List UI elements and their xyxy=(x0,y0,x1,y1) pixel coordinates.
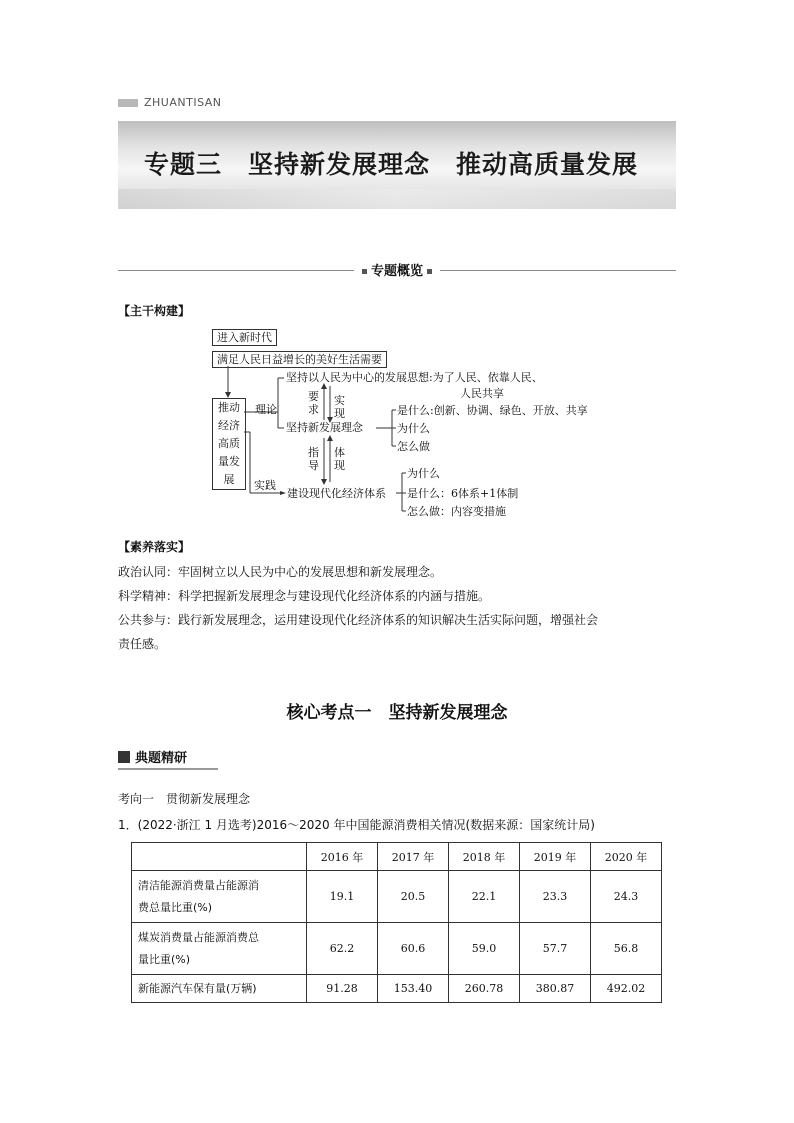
center-char: 展 xyxy=(223,473,235,486)
table-cell: 380.87 xyxy=(520,975,591,1003)
table-cell: 19.1 xyxy=(307,871,378,923)
table-cell: 23.3 xyxy=(520,871,591,923)
table-cell: 62.2 xyxy=(307,923,378,975)
table-header-cell: 2018 年 xyxy=(449,843,520,871)
center-char: 经济 xyxy=(218,419,240,432)
square-icon xyxy=(118,751,130,763)
table-row xyxy=(132,871,662,923)
system-how: 怎么做：内容变措施 xyxy=(407,505,506,518)
typical-question-tag xyxy=(118,746,187,768)
row-label xyxy=(132,871,307,923)
table-cell: 91.28 xyxy=(307,975,378,1003)
label-realize: 实现 xyxy=(334,394,345,420)
box-needs: 满足人民日益增长的美好生活需要 xyxy=(212,351,387,368)
table-header-cell: 2016 年 xyxy=(307,843,378,871)
table-header-cell: 2020 年 xyxy=(591,843,662,871)
literacy-list xyxy=(118,560,678,656)
center-char: 量发 xyxy=(218,455,240,468)
table-row xyxy=(132,923,662,975)
table-cell: 57.7 xyxy=(520,923,591,975)
table-row xyxy=(132,975,662,1003)
modern-economic-system: 建设现代化经济体系 xyxy=(287,487,386,500)
literacy-public-cont: 责任感。 xyxy=(118,637,167,651)
system-what: 是什么：6体系+1体制 xyxy=(407,487,519,500)
table-cell: 153.40 xyxy=(378,975,449,1003)
center-char: 高质 xyxy=(218,437,240,450)
table-header-cell: 2017 年 xyxy=(378,843,449,871)
row-label xyxy=(132,923,307,975)
row-label-line: 清洁能源消费量占能源消 xyxy=(138,878,259,892)
label-embody: 体现 xyxy=(334,446,345,472)
literacy-public: 公共参与：践行新发展理念，运用建设现代化经济体系的知识解决生活实际问题，增强社会 xyxy=(118,613,599,627)
energy-table xyxy=(131,842,662,1003)
overview-title-text: 专题概览 xyxy=(370,264,423,279)
table-cell: 20.5 xyxy=(378,871,449,923)
row-label-line: 量比重(%) xyxy=(138,952,191,966)
table-cell: 24.3 xyxy=(591,871,662,923)
table-cell: 56.8 xyxy=(591,923,662,975)
row-label-line: 煤炭消费量占能源消费总 xyxy=(138,930,259,944)
main-structure-label: 【主干构建】 xyxy=(118,304,191,318)
literacy-political: 政治认同：牢固树立以人民为中心的发展思想和新发展理念。 xyxy=(118,565,443,579)
label-guide: 指导 xyxy=(308,446,319,472)
people-share: 人民共享 xyxy=(460,387,504,400)
direction-line: 考向一 贯彻新发展理念 xyxy=(118,792,251,806)
center-char: 推动 xyxy=(218,401,240,414)
label-theory: 理论 xyxy=(255,403,277,416)
system-why: 为什么 xyxy=(407,467,440,480)
row-label-line: 费总量比重(%) xyxy=(138,900,213,914)
core-section-title: 核心考点一 坚持新发展理念 xyxy=(286,703,508,723)
table-cell: 260.78 xyxy=(449,975,520,1003)
table-cell: 60.6 xyxy=(378,923,449,975)
label-require: 要求 xyxy=(308,390,319,416)
people-centered-thought: 坚持以人民为中心的发展思想:为了人民、依靠人民、 xyxy=(286,371,543,384)
tag-text: 典题精研 xyxy=(135,751,188,766)
question-stem: 1．(2022·浙江 1 月选考)2016～2020 年中国能源消费相关情况(数据来源：国家统计局) xyxy=(118,818,595,832)
table-cell: 492.02 xyxy=(591,975,662,1003)
page-title: 专题三 坚持新发展理念 推动高质量发展 xyxy=(144,150,639,179)
table-header-cell xyxy=(132,843,307,871)
new-development-concept: 坚持新发展理念 xyxy=(286,421,363,434)
table-cell: 59.0 xyxy=(449,923,520,975)
table-header-cell: 2019 年 xyxy=(520,843,591,871)
label-practice: 实践 xyxy=(254,479,276,492)
box-enter-new-era: 进入新时代 xyxy=(212,329,277,346)
row-label: 新能源汽车保有量(万辆) xyxy=(132,975,307,1003)
concept-why: 为什么 xyxy=(397,422,430,435)
concept-how: 怎么做 xyxy=(397,440,430,453)
table-header-row xyxy=(132,843,662,871)
series-text: ZHUANTISAN xyxy=(144,96,222,109)
literacy-label: 【素养落实】 xyxy=(118,540,191,554)
table-cell: 22.1 xyxy=(449,871,520,923)
literacy-science: 科学精神：科学把握新发展理念与建设现代化经济体系的内涵与措施。 xyxy=(118,589,491,603)
tag-underline xyxy=(118,768,218,770)
concept-what: 是什么:创新、协调、绿色、开放、共享 xyxy=(397,404,588,417)
